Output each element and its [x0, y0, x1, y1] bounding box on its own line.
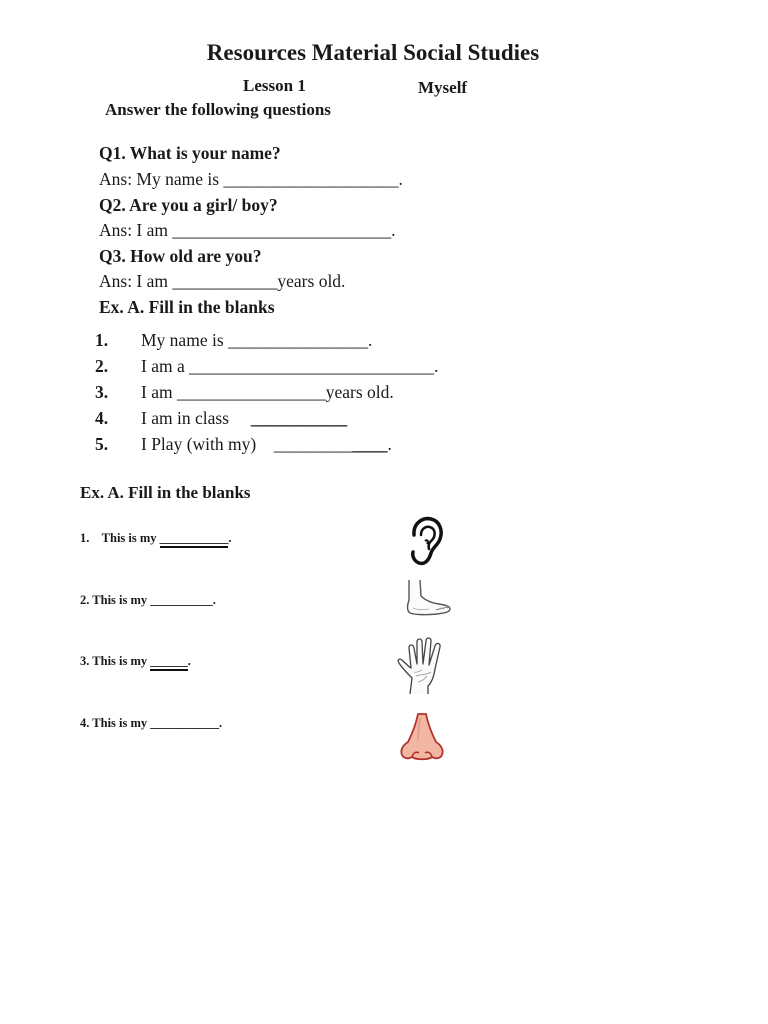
exercise-a-item-5-end: .: [387, 434, 392, 454]
exercise-a-item-2: I am a ____________________________.: [141, 356, 439, 376]
exercise-b-blank-3: ______: [150, 654, 188, 671]
question-3: Q3. How old are you?: [99, 246, 262, 266]
exercise-a-item-5-blank2: ____: [352, 434, 388, 454]
question-1: Q1. What is your name?: [99, 143, 281, 163]
exercise-a-num-2: 2.: [95, 356, 109, 376]
exercise-a-item-4: [141, 408, 347, 429]
exercise-a-num-5: 5.: [95, 434, 109, 454]
answer-1: Ans: My name is ____________________.: [99, 169, 403, 189]
exercise-b-blank-1: ___________: [160, 531, 229, 548]
exercise-b-end-3: .: [187, 654, 191, 668]
hand-icon: [396, 636, 458, 696]
question-2: Q2. Are you a girl/ boy?: [99, 195, 278, 215]
exercise-a-heading: Ex. A. Fill in the blanks: [99, 297, 275, 317]
exercise-b-end-1: .: [228, 531, 232, 545]
exercise-a-item-3: I am _________________years old.: [141, 382, 394, 402]
answer-2: Ans: I am _________________________.: [99, 220, 396, 240]
exercise-a-item-1: My name is ________________.: [141, 330, 373, 350]
page-title: Resources Material Social Studies: [206, 40, 540, 65]
exercise-a-num-3: 3.: [95, 382, 109, 402]
topic-label: Myself: [418, 78, 468, 97]
exercise-b-text-2: This is my __________.: [92, 593, 216, 607]
answer-3: Ans: I am ____________years old.: [99, 271, 346, 291]
foot-icon: [403, 578, 453, 618]
nose-icon: [398, 712, 446, 762]
exercise-b-heading: Ex. A. Fill in the blanks: [80, 483, 251, 502]
exercise-b-num-4: 4.: [80, 716, 90, 730]
ear-icon: [405, 515, 445, 567]
exercise-b-num-1: 1.: [80, 531, 90, 545]
exercise-a-item-5: [141, 434, 392, 455]
exercise-a-item-4-text: I am in class: [141, 408, 229, 428]
exercise-a-item-5-text: I Play (with my): [141, 434, 257, 454]
exercise-b-item-2: [80, 593, 216, 608]
exercise-a-num-4: 4.: [95, 408, 109, 428]
exercise-b-item-3: [80, 654, 191, 671]
exercise-a-item-5-blank: _________: [273, 434, 353, 454]
exercise-b-item-4: [80, 716, 222, 731]
exercise-a-num-1: 1.: [95, 330, 109, 350]
exercise-b-num-2: 2.: [80, 593, 90, 607]
instruction: Answer the following questions: [105, 100, 331, 119]
lesson-label: Lesson 1: [243, 76, 306, 95]
exercise-b-num-3: 3.: [80, 654, 90, 668]
exercise-b-text-1: This is my: [101, 531, 157, 545]
exercise-b-item-1: [80, 531, 232, 548]
exercise-a-item-4-blank: ___________: [250, 408, 348, 428]
exercise-b-text-4: This is my ___________.: [92, 716, 223, 730]
exercise-b-text-3: This is my: [92, 654, 148, 668]
